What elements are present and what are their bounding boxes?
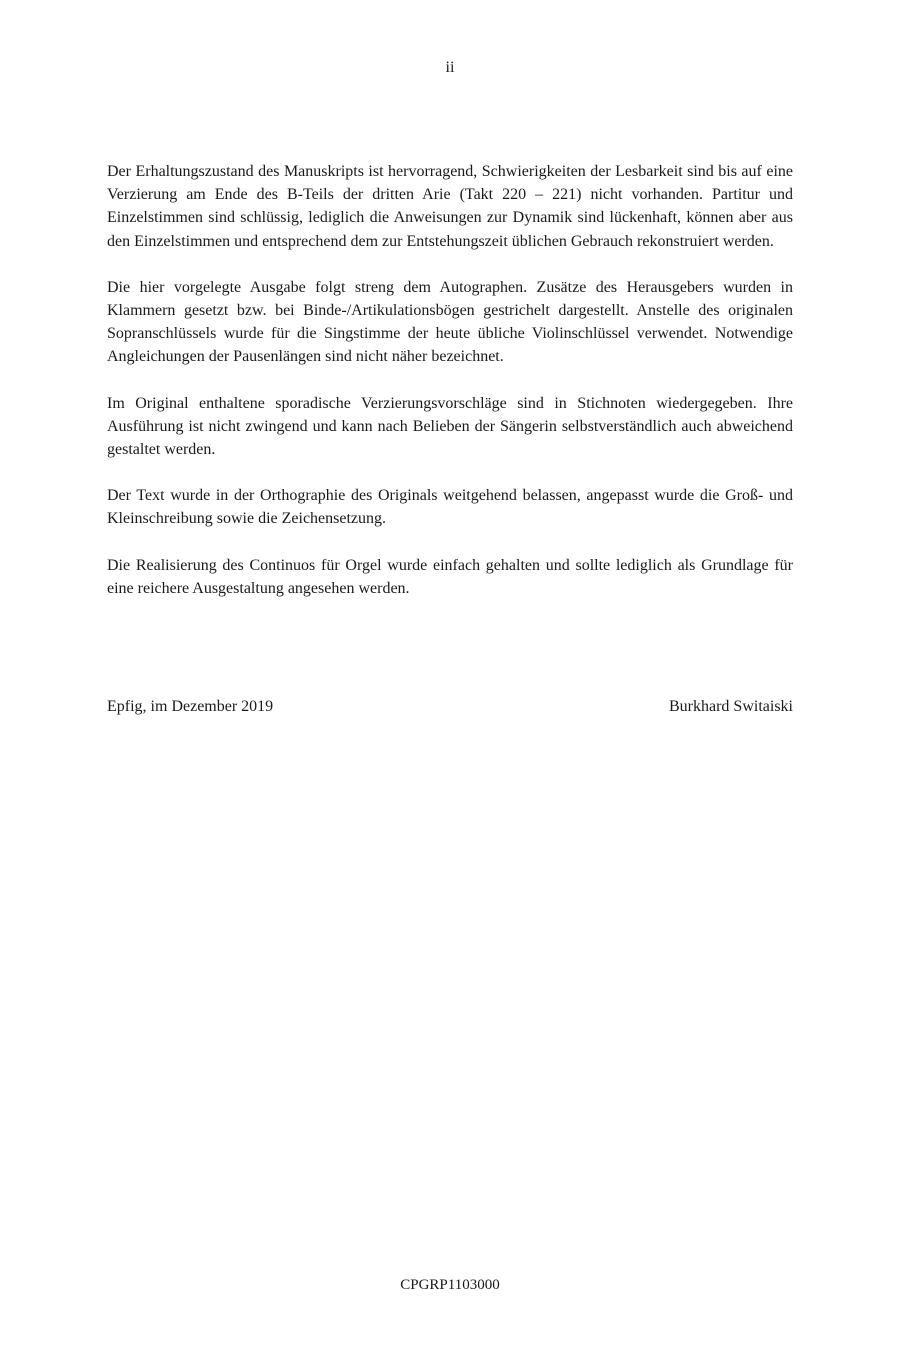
paragraph-condition: Der Erhaltungszustand des Manuskripts ist hervorragend, Schwierigkeiten der Lesbarkeit sind bis auf eine Verzierung am Ende des B-Teils der dritten Arie (Takt 220 – 221) nicht vorhanden. Partitur und Einzelstimmen sind schlüssig, lediglich die Anweisungen zur Dynamik sind lückenhaft, können aber aus den Einzelstimmen und entsprechend dem zur Entstehungszeit üblichen Gebrauch rekonstruiert werden.: [107, 163, 793, 250]
body-text: [107, 160, 793, 623]
author-name: Burkhard Switaiski: [669, 698, 793, 715]
place-date: Epfig, im Dezember 2019: [107, 698, 274, 715]
catalog-code: CPGRP1103000: [400, 1277, 500, 1293]
signature-row: [107, 697, 793, 717]
page-number: ii: [445, 59, 455, 76]
paragraph-edition: Die hier vorgelegte Ausgabe folgt streng dem Autographen. Zusätze des Herausgebers wurden in Klammern gesetzt bzw. bei Binde-/Artikulationsbögen gestrichelt dargestellt. Anstelle des originalen Sopranschlüssels wurde für die Singstimme der heute übliche Violinschlüssel verwendet. Notwendige Angleichungen der Pausenlängen sind nicht näher bezeichnet.: [107, 278, 793, 366]
paragraph-continuo: Die Realisierung des Continuos für Orgel wurde einfach gehalten und sollte lediglich als Grundlage für eine reichere Ausgestaltung angesehen werden.: [107, 556, 793, 597]
paragraph-ornaments: Im Original enthaltene sporadische Verzierungsvorschläge sind in Stichnoten wiedergegeben. Ihre Ausführung ist nicht zwingend und kann nach Belieben der Sängerin selbstverständlich auch abweichend gestaltet werden.: [107, 394, 793, 459]
paragraph-orthography: Der Text wurde in der Orthographie des Originals weitgehend belassen, angepasst wurde die Groß- und Kleinschreibung sowie die Zeichensetzung.: [107, 487, 793, 528]
